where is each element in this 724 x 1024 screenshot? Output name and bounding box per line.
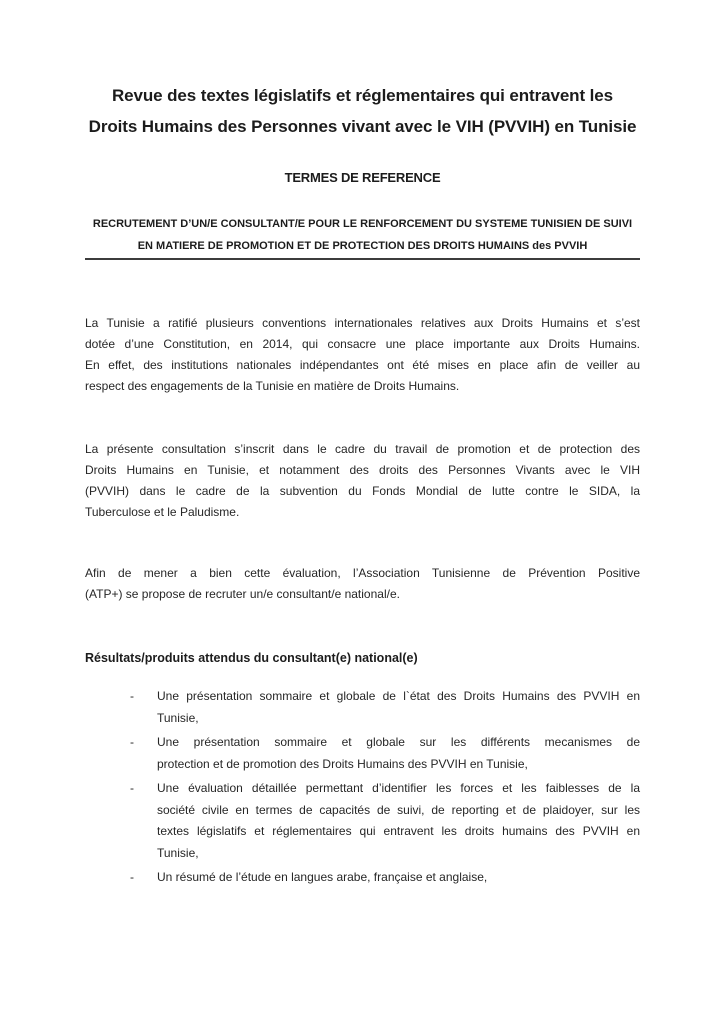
document-title: [85, 80, 640, 142]
section-heading-recrutement: [85, 213, 640, 260]
paragraph-line: La présente consultation s’inscrit dans le cadre du travail de promotion et de protection des: [85, 442, 640, 456]
bullet-dash: -: [130, 870, 134, 884]
section-heading-line-1: RECRUTEMENT D’UN/E CONSULTANT/E POUR LE RENFORCEMENT DU SYSTEME TUNISIEN DE SUIVI: [92, 218, 633, 230]
document-title-line-1: Revue des textes législatifs et réglementaires qui entravent les: [112, 86, 613, 105]
list-item-line: Une évaluation détaillée permettant d’identifier les forces et les faiblesses de la: [157, 781, 640, 795]
list-item-line: protection et de promotion des Droits Humains des PVVIH en Tunisie,: [157, 756, 528, 771]
section-heading-line-2: EN MATIERE DE PROMOTION ET DE PROTECTION DES DROITS HUMAINS des PVVIH: [137, 240, 588, 252]
paragraph-line: En effet, des institutions nationales indépendantes ont été mises en place afin de veiller au: [85, 358, 640, 372]
paragraph-line: respect des engagements de la Tunisie en matière de Droits Humains.: [85, 379, 460, 393]
bullet-dash: -: [130, 735, 134, 749]
list-item-line: Un résumé de l’étude en langues arabe, française et anglaise,: [157, 870, 488, 884]
paragraph-line: Afin de mener a bien cette évaluation, l’Association Tunisienne de Prévention Positive: [85, 566, 640, 580]
paragraph-presente-consultation: [85, 439, 640, 523]
list-item: [85, 778, 640, 864]
bullet-dash: -: [130, 689, 134, 703]
paragraph-afin-de-mener: [85, 563, 640, 605]
results-heading: Résultats/produits attendus du consultant(e) national(e): [85, 651, 418, 665]
paragraph-line: (ATP+) se propose de recruter un/e consultant/e national/e.: [85, 587, 400, 601]
subtitle-termes-de-reference: TERMES DE REFERENCE: [284, 170, 441, 185]
list-item-line: société civile en termes de capacités de suivi, de reporting et de plaidoyer, sur les: [157, 802, 640, 817]
paragraph-line: Droits Humains en Tunisie, et notamment des droits des Personnes Vivants avec le VIH: [85, 463, 640, 477]
paragraph-line: La Tunisie a ratifié plusieurs conventions internationales relatives aux Droits Humains et s’est: [85, 316, 640, 330]
paragraph-line: dotée d’une Constitution, en 2014, qui consacre une place importante aux Droits Humains.: [85, 337, 640, 351]
paragraph-line: (PVVIH) dans le cadre de la subvention du Fonds Mondial de lutte contre le SIDA, la: [85, 484, 640, 498]
document-title-line-2: Droits Humains des Personnes vivant avec le VIH (PVVIH) en Tunisie: [88, 117, 637, 136]
bullet-dash: -: [130, 781, 134, 795]
list-item-line: textes législatifs et réglementaires qui entravent les droits humains des PVVIH en: [157, 824, 640, 838]
paragraph-line: Tuberculose et le Paludisme.: [85, 505, 240, 519]
list-item-line: Une présentation sommaire et globale sur les différents mecanismes de: [157, 735, 640, 749]
expected-results-list: [85, 686, 640, 889]
list-item: [85, 686, 640, 729]
list-item: [85, 867, 640, 889]
list-item-line: Tunisie,: [157, 710, 199, 725]
list-item-line: Une présentation sommaire et globale de l`état des Droits Humains des PVVIH en: [157, 689, 640, 703]
paragraph-tunisie-ratifie: [85, 313, 640, 397]
list-item: [85, 732, 640, 775]
list-item-line: Tunisie,: [157, 845, 199, 860]
